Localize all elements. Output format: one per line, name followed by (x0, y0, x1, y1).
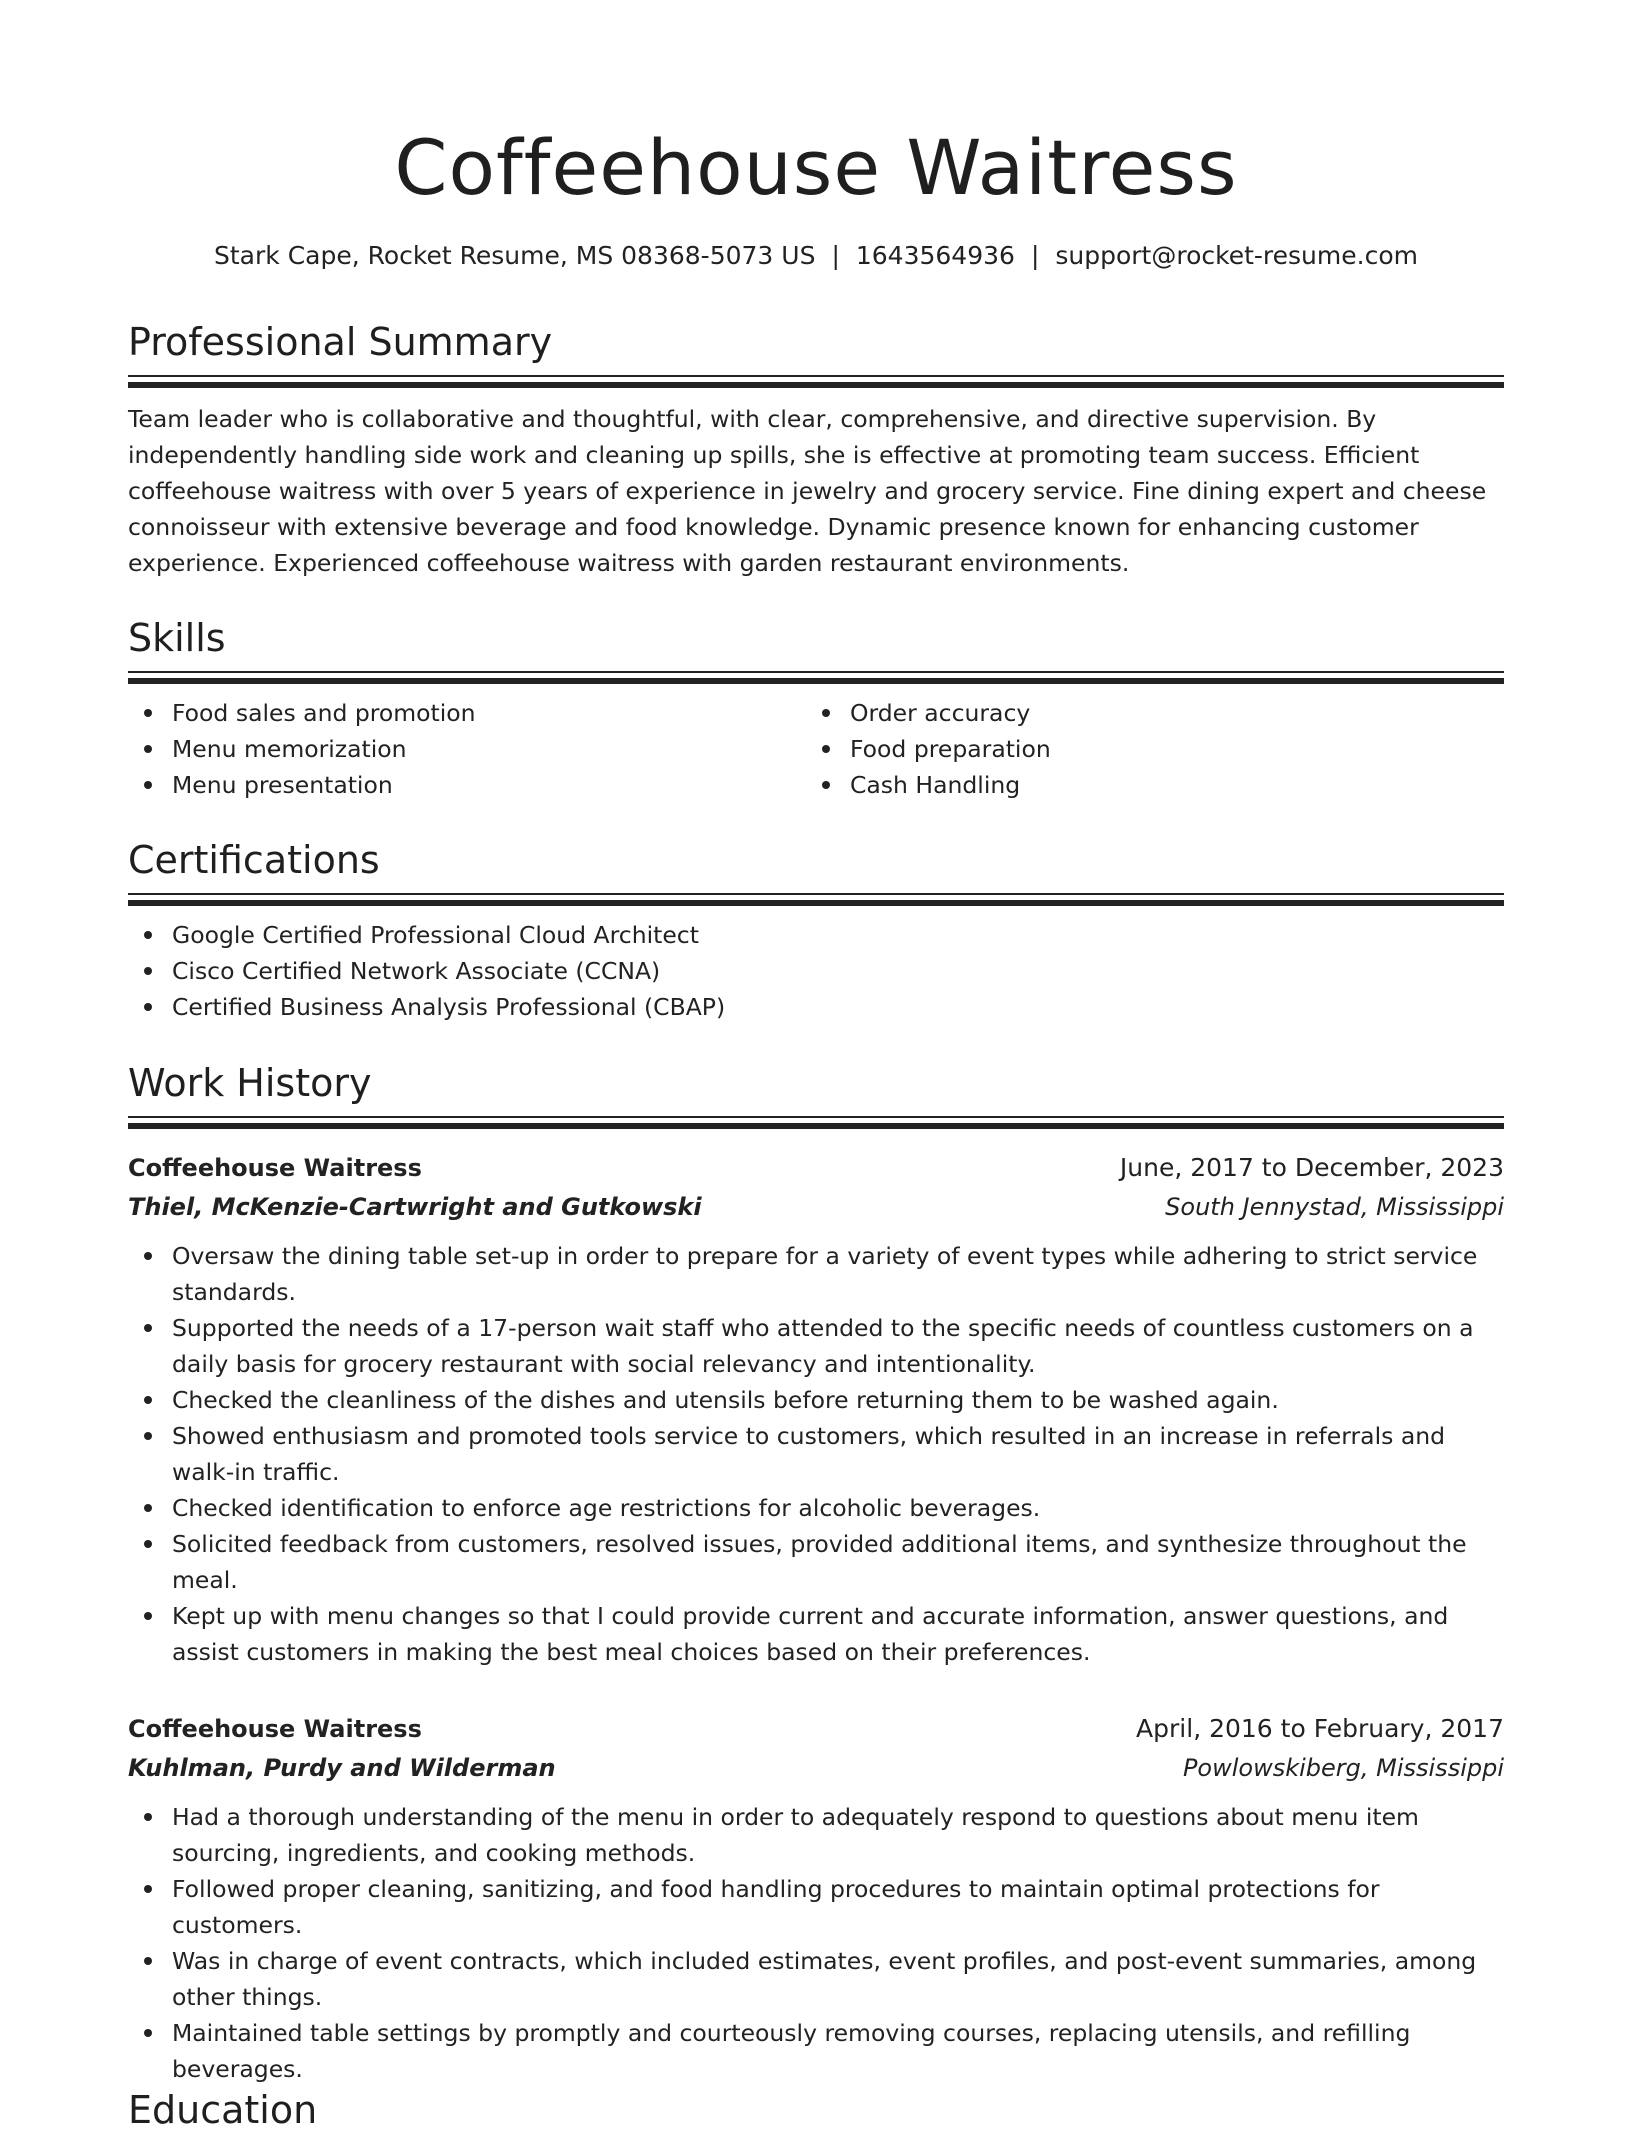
skills-columns (128, 695, 1504, 803)
section-title-work-history: Work History (128, 1061, 372, 1105)
contact-line (128, 238, 1504, 274)
summary-section (128, 317, 1504, 581)
summary-text: Team leader who is collaborative and thoughtful, with clear, comprehensive, and directive supervision. By independently handling side work and cleaning up spills, she is effective at promoting team success. Efficient coffeehouse waitress with over 5 years of experience in jewelry and grocery service. Fine dining expert and cheese connoisseur with extensive beverage and food knowledge. Dynamic presence known for enhancing customer experience. Experienced coffeehouse waitress with garden restaurant environments. (128, 405, 1487, 577)
work-history-section (128, 1058, 1504, 1130)
job-bullet: Showed enthusiasm and promoted tools service to customers, which resulted in an increase in referrals and walk-in traffic. (172, 1418, 1504, 1490)
section-divider (128, 893, 1504, 907)
job-location: Powlowskiberg, Mississippi (1182, 1754, 1504, 1782)
section-title-summary: Professional Summary (128, 320, 553, 364)
job-bullet: Oversaw the dining table set-up in order to prepare for a variety of event types while adhering to strict service standards. (172, 1238, 1504, 1310)
contact-separator: | (1030, 241, 1040, 270)
job-bullet: Kept up with menu changes so that I could provide current and accurate information, answer questions, and assist customers in making the best meal choices based on their preferences. (172, 1598, 1504, 1670)
skill-item: Cash Handling (850, 767, 1484, 803)
job-bullet: Had a thorough understanding of the menu in order to adequately respond to questions about menu item sourcing, ingredients, and cooking methods. (172, 1799, 1504, 1871)
skill-item: Order accuracy (850, 695, 1484, 731)
certification-item: Google Certified Professional Cloud Architect (172, 917, 1504, 953)
skill-item: Menu presentation (172, 767, 806, 803)
job-dates: June, 2017 to December, 2023 (1119, 1153, 1504, 1182)
skills-column-left (128, 695, 806, 803)
education-section (128, 2085, 1504, 2135)
section-divider (128, 1116, 1504, 1130)
job-bullet: Was in charge of event contracts, which included estimates, event profiles, and post-event summaries, among other things. (172, 1943, 1504, 2015)
section-title-skills: Skills (128, 616, 226, 660)
skills-section (128, 613, 1504, 803)
job-dates: April, 2016 to February, 2017 (1136, 1714, 1504, 1743)
job-bullet: Supported the needs of a 17-person wait staff who attended to the specific needs of countless customers on a daily basis for grocery restaurant with social relevancy and intentionality. (172, 1310, 1504, 1382)
job-entry (128, 1709, 1504, 2087)
skill-item: Menu memorization (172, 731, 806, 767)
job-bullet: Maintained table settings by promptly and courteously removing courses, replacing utensils, and refilling beverages. (172, 2015, 1504, 2087)
section-divider (128, 375, 1504, 389)
skills-column-right (806, 695, 1484, 803)
section-title-certifications: Certifications (128, 838, 380, 882)
skill-item: Food preparation (850, 731, 1484, 767)
job-title: Coffeehouse Waitress (128, 1715, 422, 1743)
section-title-education: Education (128, 2088, 318, 2132)
job-entry (128, 1148, 1504, 1670)
certifications-section (128, 835, 1504, 1025)
section-divider (128, 671, 1504, 685)
job-employer: Kuhlman, Purdy and Wilderman (128, 1754, 556, 1782)
candidate-name: Coffeehouse Waitress (394, 123, 1238, 212)
certification-item: Cisco Certified Network Associate (CCNA) (172, 953, 1504, 989)
certification-item: Certified Business Analysis Professional (CBAP) (172, 989, 1504, 1025)
job-title: Coffeehouse Waitress (128, 1154, 422, 1182)
job-bullet: Checked the cleanliness of the dishes and utensils before returning them to be washed again. (172, 1382, 1504, 1418)
skill-item: Food sales and promotion (172, 695, 806, 731)
job-bullet: Followed proper cleaning, sanitizing, and food handling procedures to maintain optimal protections for customers. (172, 1871, 1504, 1943)
job-bullet: Solicited feedback from customers, resolved issues, provided additional items, and synthesize throughout the meal. (172, 1526, 1504, 1598)
contact-email: support@rocket-resume.com (1055, 241, 1418, 270)
contact-address: Stark Cape, Rocket Resume, MS 08368-5073 US (214, 241, 816, 270)
contact-phone: 1643564936 (855, 241, 1015, 270)
job-employer: Thiel, McKenzie-Cartwright and Gutkowski (128, 1193, 702, 1221)
contact-separator: | (831, 241, 840, 270)
job-bullet: Checked identification to enforce age restrictions for alcoholic beverages. (172, 1490, 1504, 1526)
job-location: South Jennystad, Mississippi (1165, 1193, 1504, 1221)
